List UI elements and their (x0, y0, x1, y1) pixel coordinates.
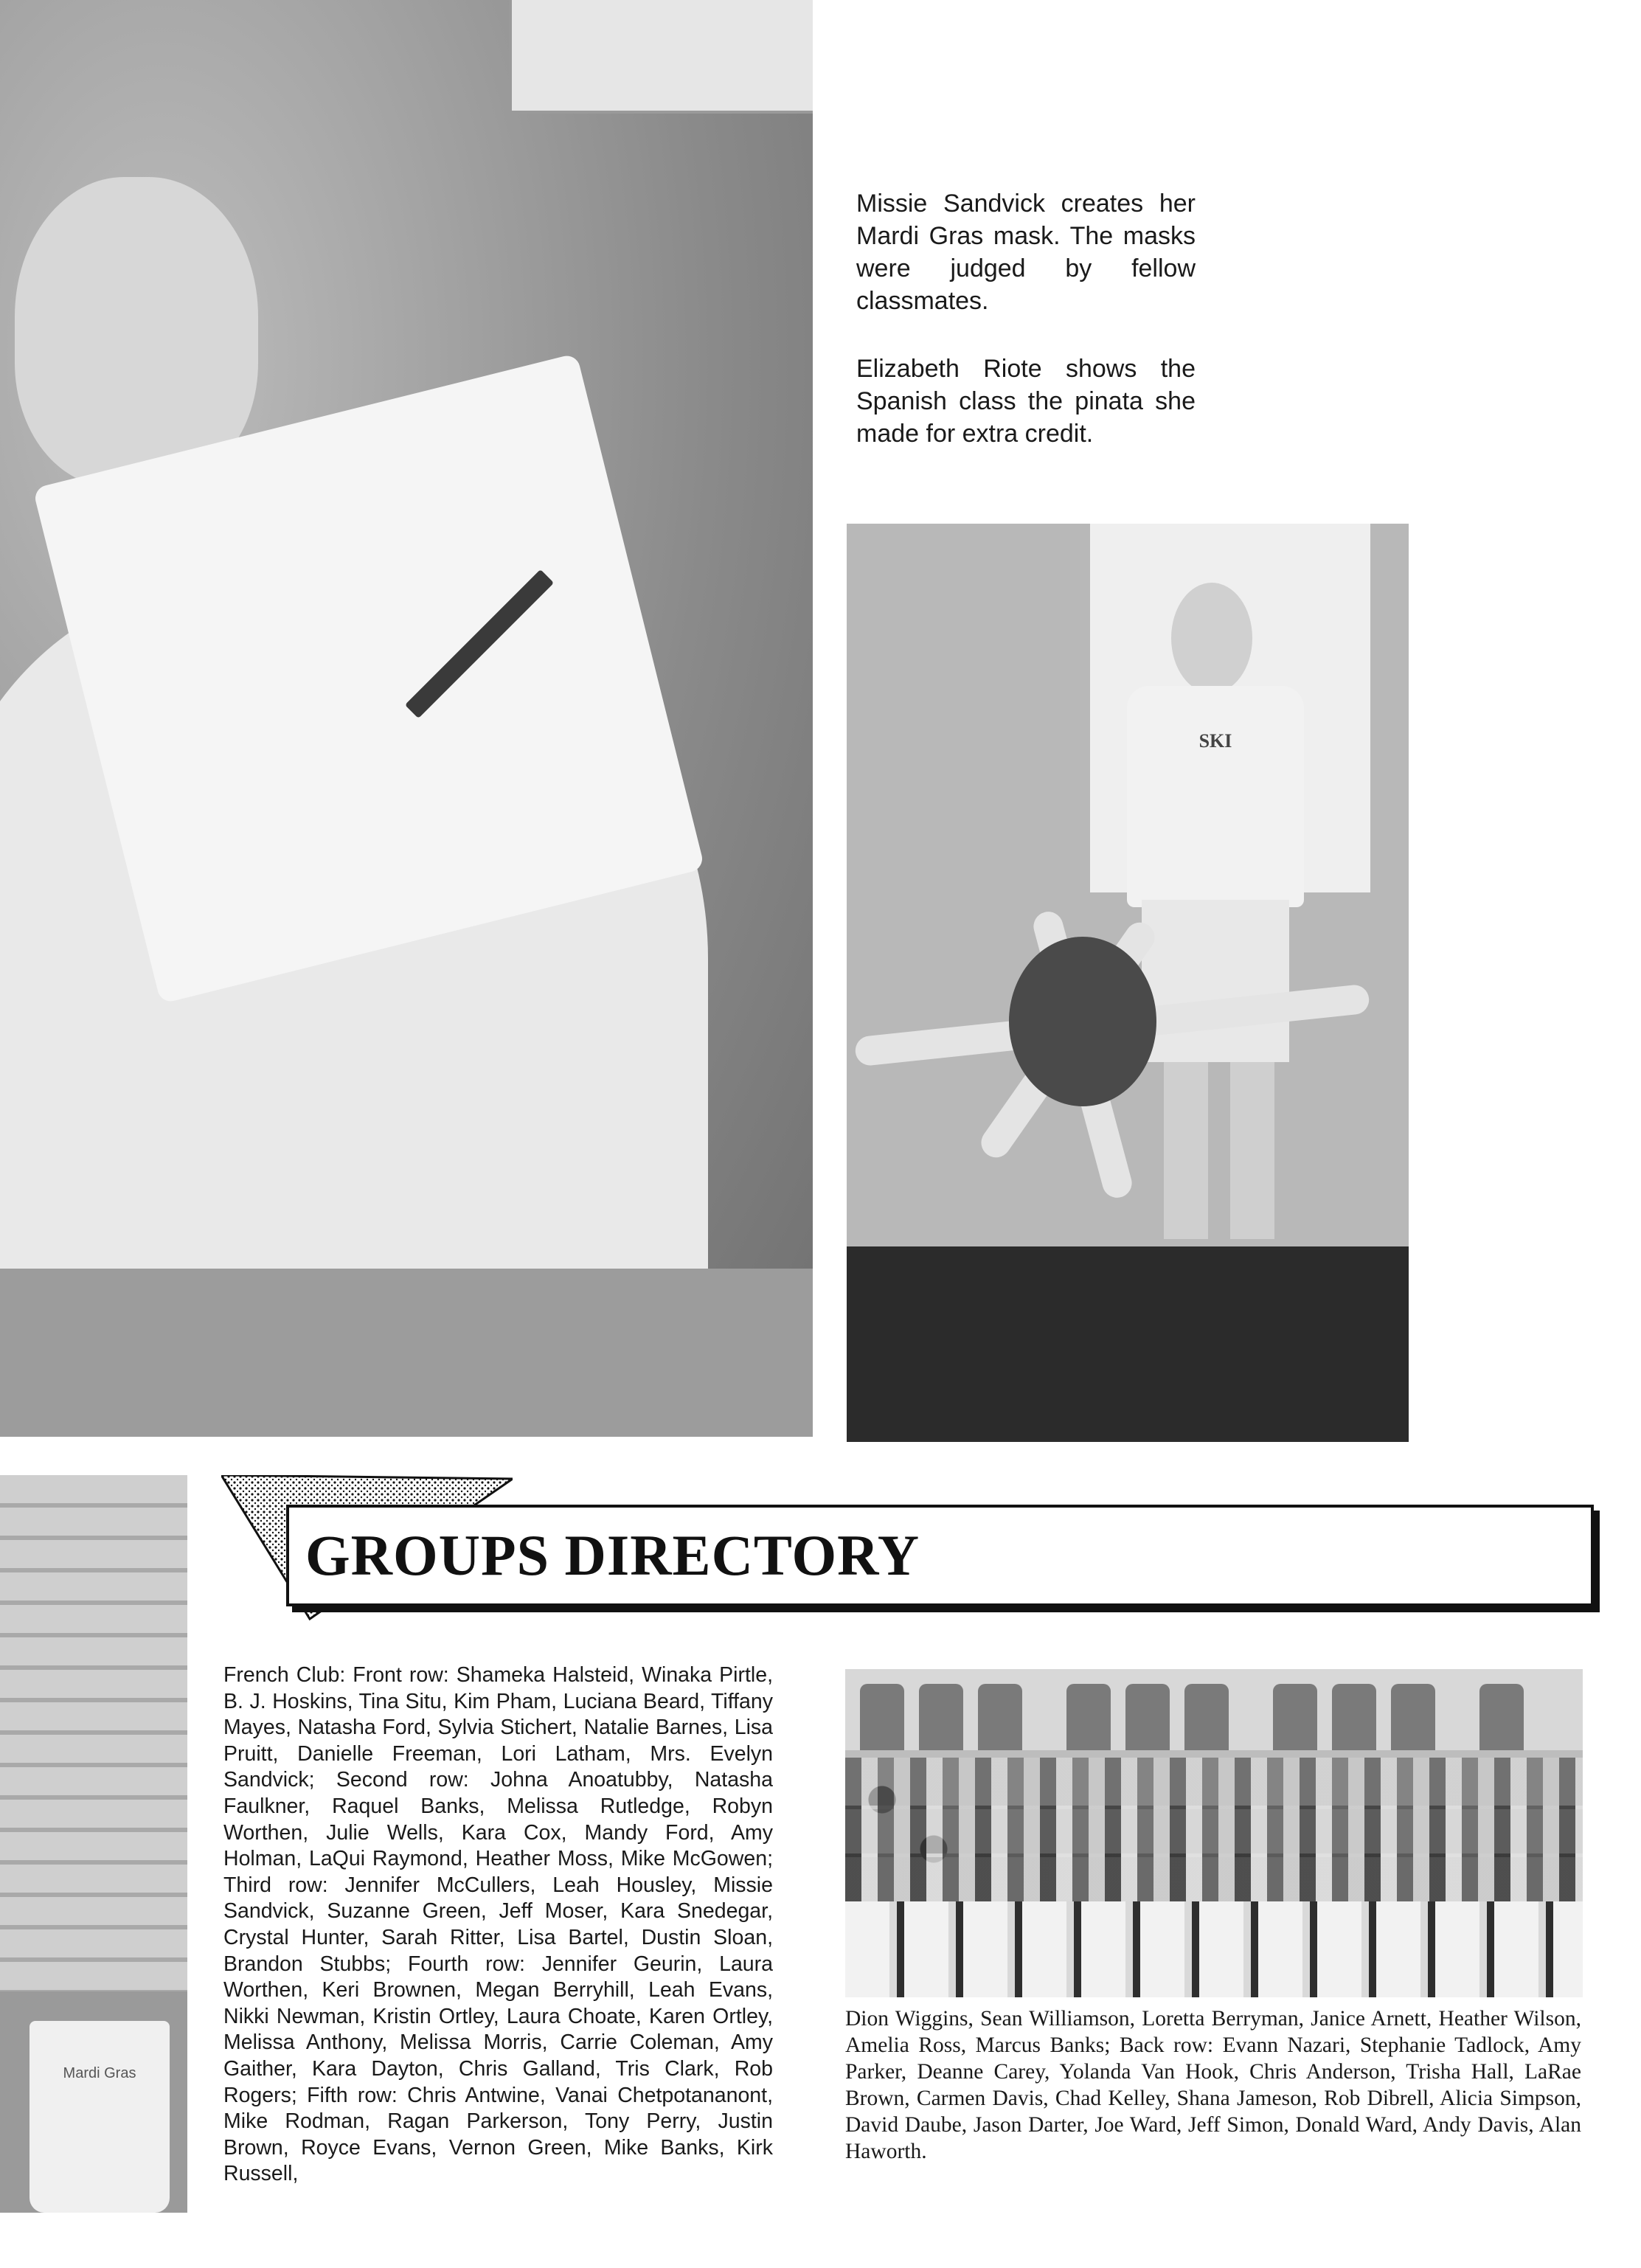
photo-mardi-gras-mask (0, 0, 813, 1437)
student-figure (1127, 583, 1304, 1246)
crowd-row (845, 1758, 1583, 1809)
crowd-row (845, 1901, 1583, 1997)
shorts-shape (1142, 900, 1289, 1062)
wall-poster (509, 0, 813, 114)
french-club-text: French Club: Front row: Shameka Halsteid, Winaka Pirtle, B. J. Hoskins, Tina Situ, Kim Pham, Luciana Beard, Tiffany Mayes, Natasha Ford, Sylvia Stichert, Natalie Barnes, Lisa Pruitt, Danielle Freeman, Lori Latham, Mrs. Evelyn Sandvick; Second row: Johna Anoatubby, Natasha Faulkner, Raquel Banks, Melissa Rutledge, Robyn Worthen, Julie Wells, Kara Cox, Mandy Ford, Amy Holman, LaQui Raymond, Heather Moss, Mike McGowen; Third row: Jennifer McCullers, Leah Housley, Missie Sandvick, Suzanne Green, Jeff Moser, Kara Snedegar, Crystal Hunter, Sarah Ritter, Lisa Bartel, Dustin Sloan, Brandon Stubbs; Fourth row: Jennifer Geurin, Laura Worthen, Keri Brownen, Megan Berryhill, Leah Evans, Nikki Newman, Kristin Ortley, Laura Choate, Karen Ortley, Melissa Anthony, Melissa Morris, Carrie Coleman, Amy Gaither, Kara Dayton, Chris Galland, Tris Clark, Rob Rogers; Fifth row: Chris Antwine, Vanai Chetpotananont, Mike Rodman, Ragan Parkerson, Tony Perry, Justin Brown, Royce Evans, Vernon Green, Mike Banks, Kirk Russell, (223, 1663, 773, 2186)
head-shape (1171, 583, 1252, 693)
photo-pinata (847, 524, 1409, 1442)
shirt-print: SKI (1198, 730, 1232, 752)
door-panel (0, 1475, 187, 1991)
cup-print: Mardi Gras (63, 2065, 136, 2081)
caption-mask: Missie Sandvick creates her Mardi Gras mask. The masks were judged by fellow classmates. (856, 190, 1196, 315)
photo-french-club-group (845, 1669, 1583, 1997)
table-surface (0, 1269, 813, 1437)
face-shape (15, 177, 258, 487)
bus-window (1125, 1684, 1170, 1750)
photo-cup (0, 1475, 187, 2213)
cup-shape (30, 2021, 170, 2213)
leg-left (1164, 1062, 1208, 1239)
pinata-body (1009, 937, 1156, 1106)
caption-pinata: Elizabeth Riote shows the Spanish class the pinata she made for extra credit. (856, 355, 1196, 448)
directory-title: GROUPS DIRECTORY (305, 1523, 920, 1587)
bus-window (1273, 1684, 1317, 1750)
group-photo-caption: Dion Wiggins, Sean Williamson, Loretta Berryman, Janice Arnett, Heather Wilson, Amelia Ross, Marcus Banks; Back row: Evann Nazari, Stephanie Tadlock, Amy Parker, Deanne Carey, Yolanda Van Hook, Chris Anderson, Trisha Hall, LaRae Brown, Carmen Davis, Chad Kelley, Shana Jameson, Rob Dibrell, Alicia Simpson, David Daube, Jason Darter, Joe Ward, Jeff Simon, Donald Ward, Andy Davis, Alan Haworth. (845, 2007, 1581, 2163)
bus-window (860, 1684, 904, 1750)
bus-window (1332, 1684, 1376, 1750)
bus-window (978, 1684, 1022, 1750)
directory-title-box (286, 1505, 1594, 1606)
floor (847, 1246, 1409, 1442)
bus-window (1184, 1684, 1229, 1750)
bus-window (919, 1684, 963, 1750)
crowd (845, 1750, 1583, 1997)
bus-window (1391, 1684, 1435, 1750)
crowd-row (845, 1853, 1583, 1905)
leg-right (1230, 1062, 1274, 1239)
shirt-shape (1127, 686, 1304, 907)
crowd-row (845, 1806, 1583, 1857)
bus-window (1066, 1684, 1111, 1750)
bus-window (1479, 1684, 1524, 1750)
